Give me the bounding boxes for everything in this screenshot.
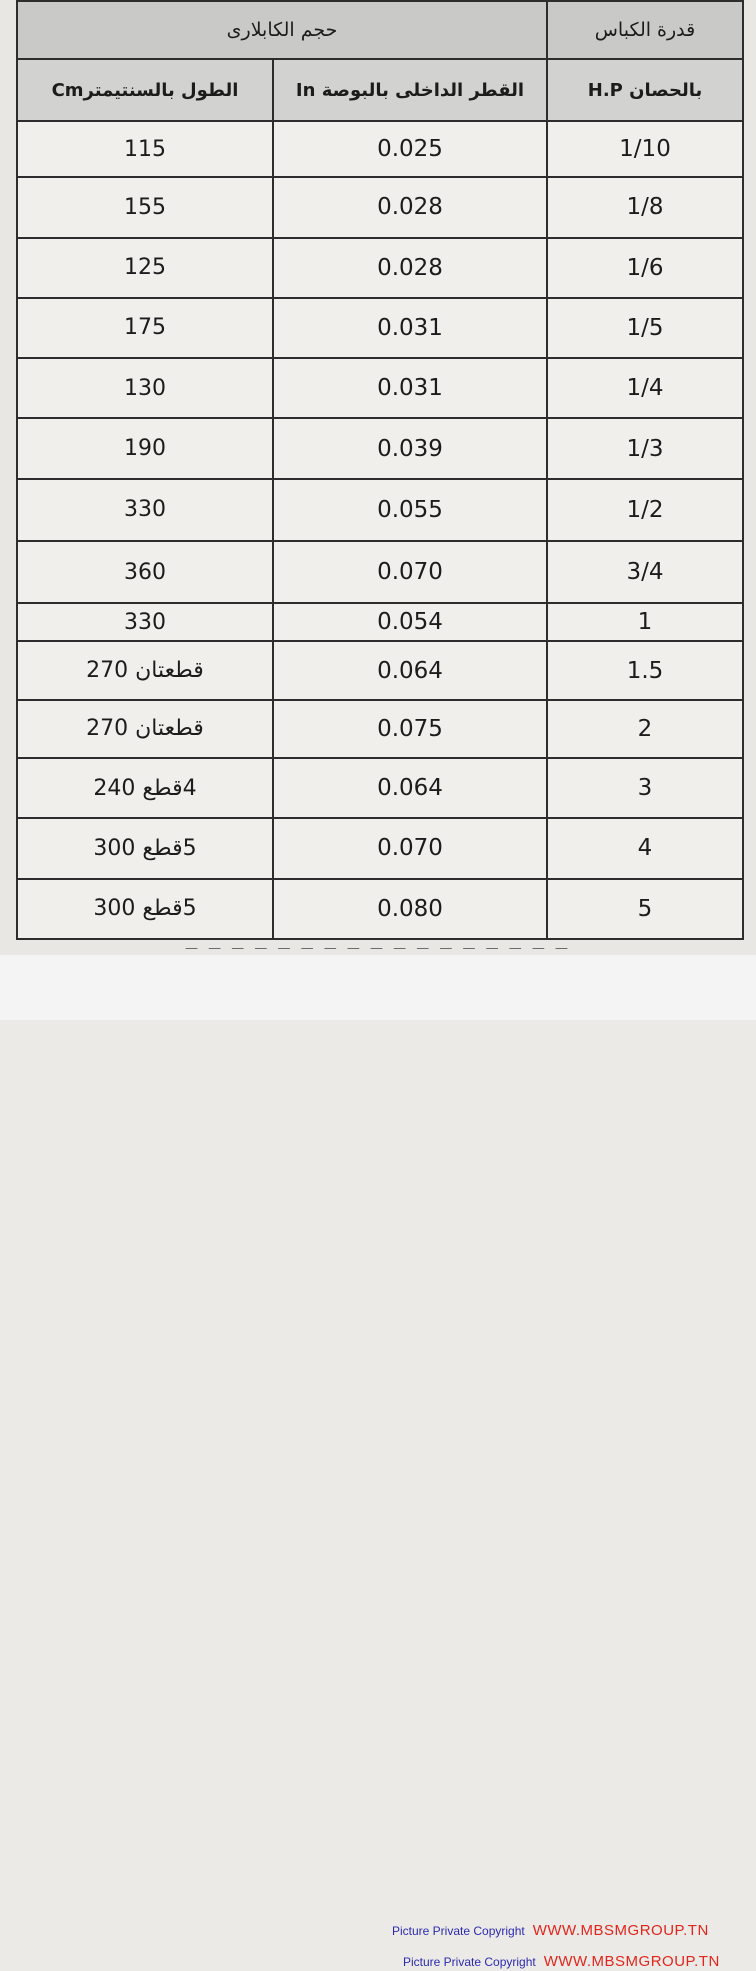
length-cell: 5قطع 300 xyxy=(17,879,273,939)
table-row xyxy=(17,418,743,478)
length-cell: 175 xyxy=(17,298,273,358)
length-cell: 130 xyxy=(17,358,273,418)
hp-cell: 1/6 xyxy=(547,238,743,298)
hp-cell: 1/5 xyxy=(547,298,743,358)
capillary-size-header: حجم الكابلارى xyxy=(17,1,547,59)
table-row xyxy=(17,121,743,177)
length-header: الطول بالسنتيمترCm xyxy=(17,59,273,121)
length-cell: قطعتان 270 xyxy=(17,700,273,758)
copyright-label: Picture Private Copyright xyxy=(403,1955,536,1969)
compressor-power-header: قدرة الكباس xyxy=(547,1,743,59)
watermark-line-2 xyxy=(403,1953,720,1971)
diameter-cell: 0.055 xyxy=(273,479,547,541)
table-row xyxy=(17,238,743,298)
diameter-cell: 0.080 xyxy=(273,879,547,939)
diameter-cell: 0.031 xyxy=(273,358,547,418)
table-row xyxy=(17,298,743,358)
cropped-paragraph: — — — — — — — — — — — — — — — — — xyxy=(184,941,572,955)
scanned-page xyxy=(0,0,756,955)
hp-cell: 4 xyxy=(547,818,743,878)
capillary-size-table xyxy=(16,0,744,940)
hp-cell: 1/8 xyxy=(547,177,743,237)
hp-cell: 2 xyxy=(547,700,743,758)
length-cell: 155 xyxy=(17,177,273,237)
length-cell: 190 xyxy=(17,418,273,478)
diameter-cell: 0.070 xyxy=(273,541,547,603)
table-row xyxy=(17,758,743,818)
site-link[interactable]: WWW.MBSMGROUP.TN xyxy=(543,1953,720,1970)
length-cell: 360 xyxy=(17,541,273,603)
hp-cell: 1 xyxy=(547,603,743,641)
watermark-footer xyxy=(0,955,756,1970)
diameter-cell: 0.031 xyxy=(273,298,547,358)
inner-diameter-header: القطر الداخلى بالبوصة In xyxy=(273,59,547,121)
hp-cell: 1/4 xyxy=(547,358,743,418)
length-cell: 330 xyxy=(17,603,273,641)
length-cell: قطعتان 270 xyxy=(17,641,273,699)
hp-unit-header: بالحصان H.P xyxy=(547,59,743,121)
table-row xyxy=(17,541,743,603)
table-body xyxy=(17,121,743,939)
length-cell: 115 xyxy=(17,121,273,177)
length-cell: 330 xyxy=(17,479,273,541)
length-cell: 125 xyxy=(17,238,273,298)
table-row xyxy=(17,641,743,699)
hp-cell: 1.5 xyxy=(547,641,743,699)
table-row xyxy=(17,479,743,541)
diameter-cell: 0.025 xyxy=(273,121,547,177)
diameter-cell: 0.039 xyxy=(273,418,547,478)
hp-cell: 1/10 xyxy=(547,121,743,177)
hp-cell: 3 xyxy=(547,758,743,818)
table-row xyxy=(17,818,743,878)
table-row xyxy=(17,177,743,237)
table-row xyxy=(17,603,743,641)
diameter-cell: 0.028 xyxy=(273,238,547,298)
diameter-cell: 0.028 xyxy=(273,177,547,237)
site-link[interactable]: WWW.MBSMGROUP.TN xyxy=(532,1922,709,1939)
copyright-label: Picture Private Copyright xyxy=(392,1924,525,1938)
hp-cell: 1/3 xyxy=(547,418,743,478)
diameter-cell: 0.054 xyxy=(273,603,547,641)
diameter-cell: 0.070 xyxy=(273,818,547,878)
table-row xyxy=(17,700,743,758)
table-row xyxy=(17,879,743,939)
length-cell: 5قطع 300 xyxy=(17,818,273,878)
hp-cell: 1/2 xyxy=(547,479,743,541)
hp-cell: 5 xyxy=(547,879,743,939)
diameter-cell: 0.075 xyxy=(273,700,547,758)
length-cell: 4قطع 240 xyxy=(17,758,273,818)
watermark-line-1 xyxy=(392,1922,709,1940)
diameter-cell: 0.064 xyxy=(273,758,547,818)
diameter-cell: 0.064 xyxy=(273,641,547,699)
hp-cell: 3/4 xyxy=(547,541,743,603)
table-row xyxy=(17,358,743,418)
